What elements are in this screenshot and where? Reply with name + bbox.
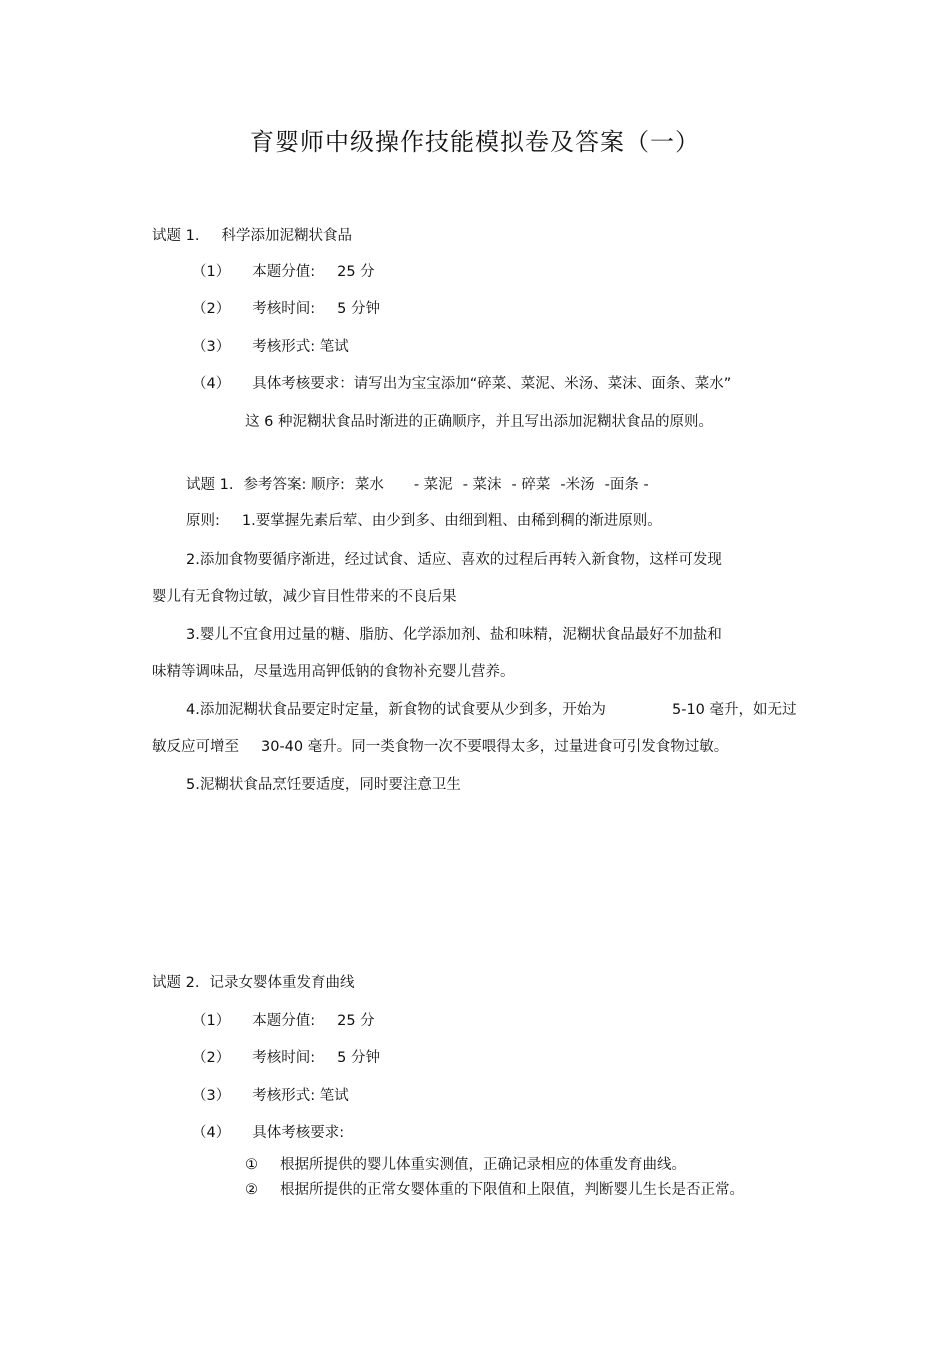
q2-subitem-2-text: 根据所提供的正常女婴体重的下限值和上限值，判断婴儿生长是否正常。 — [280, 1182, 744, 1198]
q1-item-2-text: 考核时间: — [252, 301, 316, 317]
a1-order-4: - 碎菜 — [511, 477, 551, 493]
q2-subitem-1-mark: ① — [245, 1157, 258, 1173]
q1-requirement-continued: 这 6 种泥糊状食品时渐进的正确顺序，并且写出添加泥糊状食品的原则。 — [245, 414, 713, 430]
q1-item-2-value: 5 分钟 — [337, 301, 380, 317]
q1-item-4-text: 具体考核要求：请写出为宝宝添加“碎菜、菜泥、米汤、菜沫、面条、菜水” — [252, 376, 732, 392]
q1-name: 科学添加泥糊状食品 — [221, 228, 352, 244]
a1-principle-1 — [186, 511, 662, 531]
a1-principle-4b-part1: 敏反应可增至 — [152, 739, 239, 755]
a1-principle-2a: 2.添加食物要循序渐进，经过试食、适应、喜欢的过程后再转入新食物，这样可发现 — [186, 552, 722, 568]
q1-item-1-value: 25 分 — [337, 264, 375, 280]
a1-principle-4a-part2: 5-10 毫升，如无过 — [672, 702, 797, 718]
a1-order-2: - 菜泥 — [413, 477, 453, 493]
q2-subitem-2-mark: ② — [245, 1182, 258, 1198]
q2-item-1-value: 25 分 — [337, 1013, 375, 1029]
q1-label: 试题 1. — [152, 228, 200, 244]
a1-principle-3a: 3.婴儿不宜食用过量的糖、脂肪、化学添加剂、盐和味精，泥糊状食品最好不加盐和 — [186, 627, 722, 643]
q1-item-4-num: （4） — [192, 376, 231, 392]
q2-item-1-num: （1） — [192, 1013, 231, 1029]
q2-item-1-text: 本题分值: — [252, 1013, 316, 1029]
a1-intro: 参考答案: 顺序: — [243, 477, 345, 493]
q2-subitem-1-text: 根据所提供的婴儿体重实测值，正确记录相应的体重发育曲线。 — [280, 1157, 686, 1173]
a1-order-6: -面条 - — [604, 477, 649, 493]
q2-item-2-value: 5 分钟 — [337, 1050, 380, 1066]
a1-principle-label: 原则: — [186, 513, 220, 529]
q1-item-2-num: （2） — [192, 301, 231, 317]
a1-principle-5: 5.泥糊状食品烹饪要适度，同时要注意卫生 — [186, 777, 461, 793]
q2-item-4-text: 具体考核要求: — [252, 1125, 345, 1141]
a1-order-line — [186, 475, 649, 495]
q2-item-2 — [192, 1048, 380, 1068]
q2-heading — [152, 973, 354, 993]
a1-order-5: -米汤 — [560, 477, 595, 493]
q1-item-3-text: 考核形式: 笔试 — [252, 339, 349, 355]
q1-item-1-num: （1） — [192, 264, 231, 280]
q1-item-1 — [192, 262, 375, 282]
q2-item-2-text: 考核时间: — [252, 1050, 316, 1066]
q1-item-1-text: 本题分值: — [252, 264, 316, 280]
q1-item-3 — [192, 337, 349, 357]
q2-name: 记录女婴体重发育曲线 — [209, 975, 355, 991]
a1-principle-4b — [152, 737, 728, 757]
q1-item-3-num: （3） — [192, 339, 231, 355]
q2-item-3-text: 考核形式: 笔试 — [252, 1088, 349, 1104]
q2-subitem-2 — [245, 1180, 744, 1200]
q2-item-4-num: （4） — [192, 1125, 231, 1141]
a1-principle-4b-part2: 30-40 毫升。同一类食物一次不要喂得太多，过量进食可引发食物过敏。 — [261, 739, 729, 755]
a1-principle-2b: 婴儿有无食物过敏，减少盲目性带来的不良后果 — [152, 589, 457, 605]
a1-label: 试题 1. — [186, 477, 234, 493]
q2-item-3-num: （3） — [192, 1088, 231, 1104]
a1-principle-4a-part1: 4.添加泥糊状食品要定时定量，新食物的试食要从少到多，开始为 — [186, 702, 606, 718]
a1-principle-1-text: 1.要掌握先素后荤、由少到多、由细到粗、由稀到稠的渐进原则。 — [241, 513, 662, 529]
q2-item-3 — [192, 1086, 349, 1106]
a1-order-1: 菜水 — [354, 477, 384, 493]
q1-item-2 — [192, 299, 380, 319]
q2-subitem-1 — [245, 1155, 686, 1175]
q1-item-4 — [192, 374, 731, 394]
q1-heading — [152, 226, 352, 246]
document-title: 育婴师中级操作技能模拟卷及答案（一） — [250, 128, 700, 156]
q2-item-1 — [192, 1011, 375, 1031]
a1-principle-3b: 味精等调味品，尽量选用高钾低钠的食物补充婴儿营养。 — [152, 664, 515, 680]
q2-item-4 — [192, 1123, 344, 1143]
q2-item-2-num: （2） — [192, 1050, 231, 1066]
q2-label: 试题 2. — [152, 975, 200, 991]
a1-order-3: - 菜沫 — [462, 477, 502, 493]
